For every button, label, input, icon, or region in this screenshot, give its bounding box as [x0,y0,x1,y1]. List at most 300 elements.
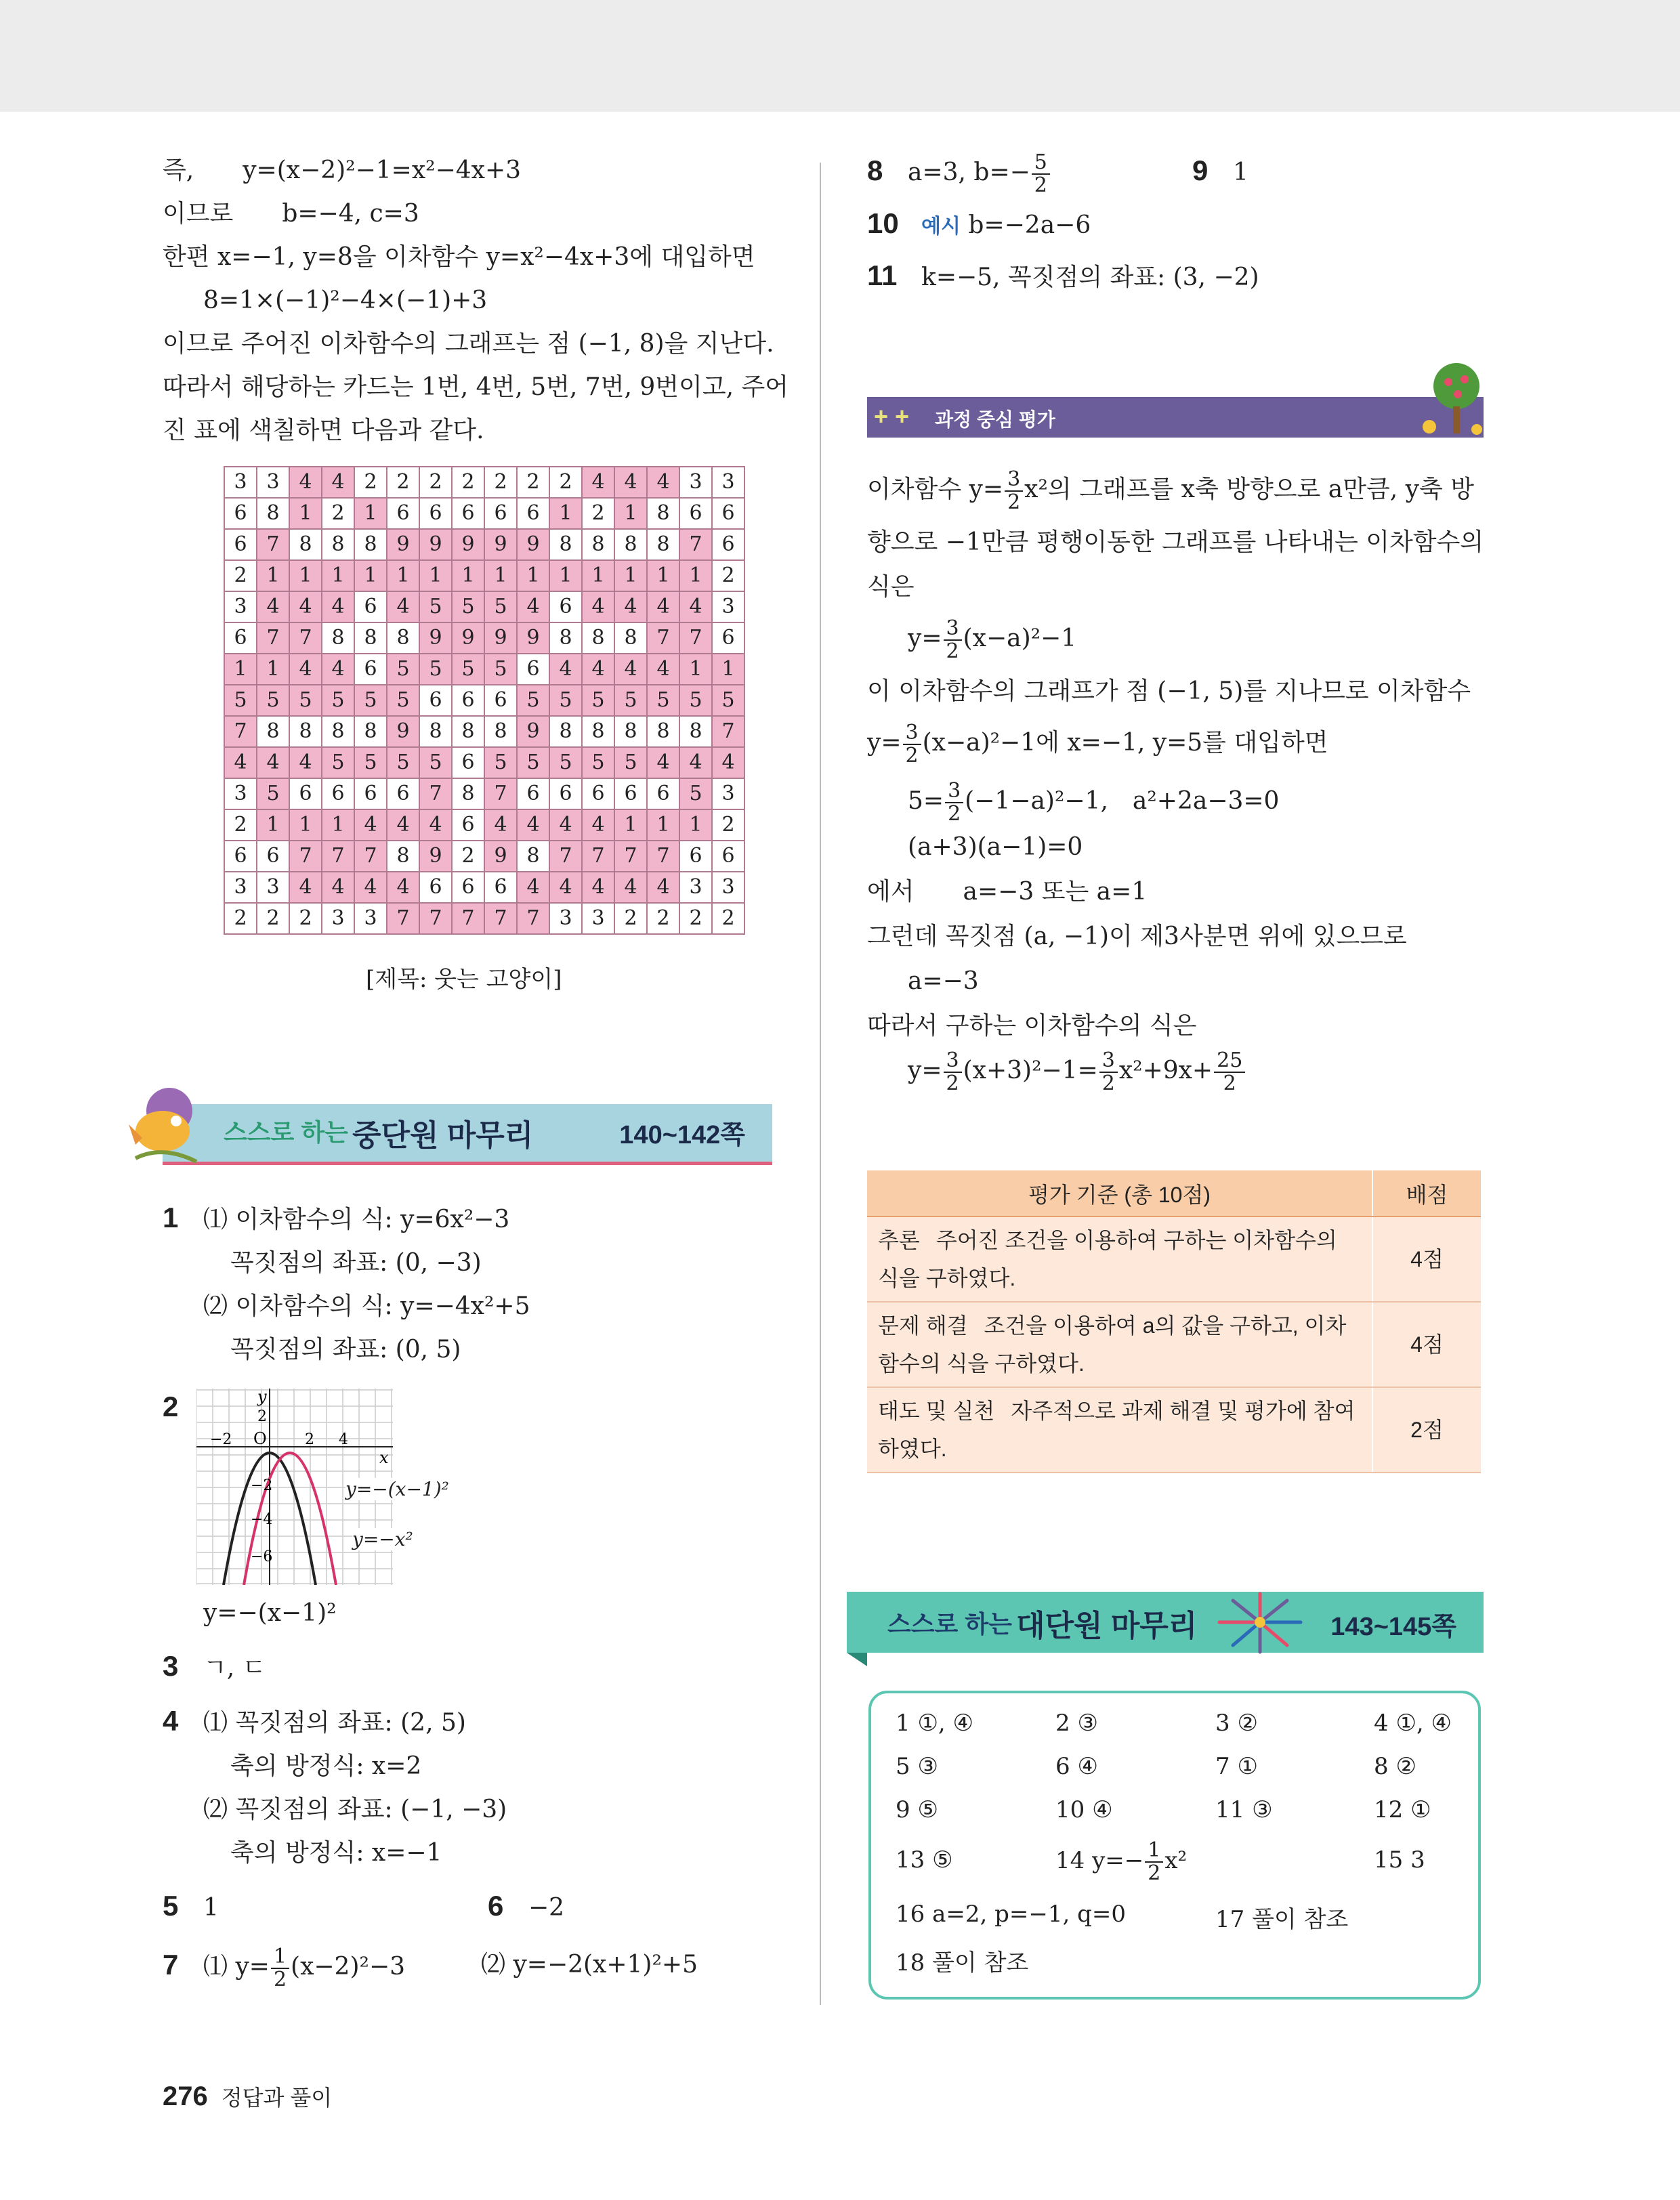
grid-cell: 5 [549,747,582,778]
grid-cell: 2 [484,467,517,498]
grid-cell: 3 [712,872,744,903]
banner-prefix: 스스로 하는 [887,1610,1012,1638]
grid-cell: 7 [419,903,452,934]
grid-cell: 4 [517,809,549,841]
eval-line: 따라서 구하는 이차함수의 식은 [867,1012,1197,1040]
y-axis-label: y [257,1389,267,1406]
answer-item: 4 ①, ④ [1374,1710,1452,1737]
eval-line: 에서 a=−3 또는 a=1 [867,878,1148,906]
grid-cell: 4 [322,591,354,622]
grid-cell: 5 [387,685,419,716]
grid-cell: 8 [582,529,614,560]
grid-cell: 3 [224,872,257,903]
grid-cell: 6 [712,841,744,872]
grid-cell: 5 [452,654,484,685]
grid-cell: 6 [224,529,257,560]
grid-cell: 4 [289,467,322,498]
grid-cell: 8 [517,841,549,872]
grid-cell: 9 [517,622,549,654]
text-line: 이므로 b=−4, c=3 [163,200,419,228]
grid-cell: 4 [387,591,419,622]
grid-cell: 6 [452,747,484,778]
grid-cell: 2 [224,809,257,841]
grid-cell: 2 [679,903,712,934]
grid-cell: 7 [582,841,614,872]
answer-1-a: 1 ⑴ 이차함수의 식: y=6x²−3 [163,1202,510,1233]
grid-cell: 3 [224,778,257,809]
grid-cell: 5 [712,685,744,716]
right-column [867,149,1484,299]
grid-cell: 8 [354,716,387,747]
grid-cell: 6 [419,872,452,903]
grid-cell: 8 [257,498,289,529]
grid-cell: 8 [257,716,289,747]
origin-label: O [253,1429,267,1448]
grid-cell: 6 [452,685,484,716]
grid-cell: 7 [289,841,322,872]
grid-cell: 1 [582,560,614,591]
grid-cell: 6 [712,498,744,529]
grid-cell: 8 [549,529,582,560]
grid-cell: 4 [517,591,549,622]
grid-row [224,654,744,685]
grid-cell: 6 [484,498,517,529]
grid-cell: 7 [289,622,322,654]
answer-1-d: 꼭짓점의 좌표: (0, 5) [230,1336,461,1363]
grid-cell: 4 [354,809,387,841]
grid-cell: 3 [679,872,712,903]
grid-cell: 3 [582,903,614,934]
grid-cell: 8 [354,529,387,560]
grid-cell: 6 [517,778,549,809]
grid-cell: 4 [679,747,712,778]
grid-cell: 9 [419,529,452,560]
tick-label: −2 [210,1431,232,1448]
grid-cell: 2 [712,903,744,934]
grid-cell: 5 [387,654,419,685]
footer-label: 정답과 풀이 [221,2086,333,2110]
grid-cell: 6 [354,591,387,622]
firework-icon [1199,1588,1321,1656]
grid-cell: 6 [582,778,614,809]
grid-cell: 6 [549,591,582,622]
eval-line: y= $\frac{3}{2}$ (x+3)²−1= $\frac{3}{2}$ x²+9x+ $\frac{25}{2}$ [867,1049,1484,1095]
tick-label: −4 [251,1511,273,1528]
grid-cell: 5 [647,685,679,716]
grid-cell: 5 [419,654,452,685]
grid-cell: 2 [452,467,484,498]
grid-cell: 8 [387,622,419,654]
grid-cell: 7 [647,622,679,654]
grid-cell: 4 [582,654,614,685]
midunit-answers-2 [163,1592,772,1991]
grid-cell: 4 [322,872,354,903]
grid-cell: 4 [614,591,647,622]
text-line: 즉, y=(x−2)²−1=x²−4x+3 [163,156,522,184]
grid-cell: 6 [354,778,387,809]
grid-cell: 1 [452,560,484,591]
grid-cell: 5 [517,747,549,778]
grid-cell: 1 [549,498,582,529]
grid-cell: 5 [614,685,647,716]
grid-cell: 8 [647,716,679,747]
grid-cell: 8 [322,622,354,654]
grid-cell: 6 [419,498,452,529]
answers-box [868,1691,1481,2000]
rubric-header-criteria: 평가 기준 (총 10점) [867,1170,1372,1217]
grid-cell: 7 [647,841,679,872]
grid-cell: 6 [484,872,517,903]
grid-cell: 2 [712,809,744,841]
grid-cell: 4 [289,654,322,685]
answer-7: 7 ⑴ y= $\frac{1}{2}$ (x−2)²−3 ⑵ y=−2(x+1)²+5 [163,1945,698,1991]
answer-item: 12 ① [1374,1796,1431,1823]
grid-cell: 1 [614,498,647,529]
grid-cell: 9 [419,622,452,654]
grid-cell: 5 [484,747,517,778]
answer-item: 3 ② [1215,1710,1258,1737]
grid-cell: 5 [257,685,289,716]
grid-cell: 8 [647,498,679,529]
grid-cell: 6 [679,498,712,529]
grid-cell: 6 [224,498,257,529]
grid-cell: 7 [712,716,744,747]
page-number: 276 [163,2081,208,2111]
grid-cell: 4 [614,654,647,685]
grid-cell: 9 [484,622,517,654]
grid-cell: 1 [679,560,712,591]
banner-title: 대단원 마무리 [1016,1609,1198,1643]
grid-cell: 4 [387,872,419,903]
answer-item: 1 ①, ④ [896,1710,974,1737]
column-divider [820,163,821,2005]
grid-row [224,467,744,498]
grid-cell: 1 [679,654,712,685]
grid-cell: 5 [679,778,712,809]
grid-cell: 1 [322,809,354,841]
answer-4-d: 축의 방정식: x=−1 [230,1839,442,1867]
grid-cell: 8 [419,716,452,747]
text-line: 8=1×(−1)²−4×(−1)+3 [203,287,488,314]
grid-cell: 6 [289,778,322,809]
grid-cell: 2 [322,498,354,529]
grid-cell: 6 [679,841,712,872]
grid-cell: 8 [322,716,354,747]
grid-cell: 1 [549,560,582,591]
grid-row [224,903,744,934]
answer-item: 9 ⑤ [896,1796,938,1823]
grid-cell: 2 [224,560,257,591]
grid-cell: 4 [582,872,614,903]
grid-cell: 5 [354,685,387,716]
answer-10: 10 예시 b=−2a−6 [867,207,1091,239]
grid-cell: 4 [679,591,712,622]
grid-cell: 3 [224,467,257,498]
answer-item: 6 ④ [1055,1753,1098,1780]
grid-cell: 2 [354,467,387,498]
grid-cell: 4 [647,654,679,685]
eval-line: 5= $\frac{3}{2}$ (−1−a)²−1, a²+2a−3=0 [908,779,1280,826]
grid-cell: 8 [679,716,712,747]
grid-cell: 8 [549,716,582,747]
grid-cell: 5 [452,591,484,622]
eval-line: 그런데 꼭짓점 (a, −1)이 제3사분면 위에 있으므로 [867,923,1407,950]
answer-1-b: 꼭짓점의 좌표: (0, −3) [230,1249,482,1277]
grid-cell: 2 [289,903,322,934]
grid-row [224,778,744,809]
left-column [163,149,789,452]
grid-cell: 7 [517,903,549,934]
tick-label: 2 [257,1408,267,1425]
grid-cell: 8 [614,622,647,654]
grid-cell: 8 [452,778,484,809]
grid-cell: 2 [224,903,257,934]
grid-cell: 4 [517,872,549,903]
grid-row [224,809,744,841]
grid-row [224,529,744,560]
curve-label-shifted: y=−(x−1)² [345,1478,449,1500]
grid-cell: 5 [614,747,647,778]
section-banner-bigunit [847,1592,1484,1653]
grid-cell: 4 [484,809,517,841]
grid-cell: 1 [289,809,322,841]
grid-cell: 2 [517,467,549,498]
grid-cell: 7 [322,841,354,872]
grid-cell: 4 [647,747,679,778]
grid-cell: 1 [517,560,549,591]
grid-cell: 8 [452,716,484,747]
grid-cell: 6 [712,529,744,560]
grid-cell: 6 [484,685,517,716]
grid-cell: 8 [322,529,354,560]
grid-cell: 5 [257,778,289,809]
answer-1-c: ⑵ 이차함수의 식: y=−4x²+5 [203,1292,530,1320]
eval-line: 이 이차함수의 그래프가 점 (−1, 5)를 지나므로 이차함수 [867,677,1471,705]
process-eval-text [867,467,1484,1095]
answer-4-c: ⑵ 꼭짓점의 좌표: (−1, −3) [203,1796,507,1823]
table-row [867,1217,1481,1302]
grid-cell: 6 [647,778,679,809]
grid-cell: 4 [582,809,614,841]
grid-cell: 9 [387,716,419,747]
grid-cell: 6 [419,685,452,716]
answer-item: 8 ② [1374,1753,1416,1780]
tick-label: −2 [251,1477,273,1494]
grid-cell: 1 [354,498,387,529]
grid-cell: 4 [257,747,289,778]
grid-cell: 8 [614,716,647,747]
section-banner-process-eval [867,397,1484,438]
answer-item: 2 ③ [1055,1710,1098,1737]
grid-cell: 6 [387,498,419,529]
grid-cell: 8 [354,622,387,654]
answer-item: 7 ① [1215,1753,1258,1780]
grid-cell: 2 [614,903,647,934]
grid-caption: [제목: 웃는 고양이] [366,966,562,993]
grid-cell: 8 [289,716,322,747]
answer-item: 5 ③ [896,1753,938,1780]
grid-cell: 4 [224,747,257,778]
rubric-text: 조건을 이용하여 a의 값을 구하고, 이차함수의 식을 구하였다. [878,1313,1347,1376]
grid-cell: 4 [647,467,679,498]
grid-cell: 6 [517,654,549,685]
grid-cell: 2 [452,841,484,872]
grid-row [224,498,744,529]
grid-cell: 4 [322,654,354,685]
answer-item: 17 풀이 참조 [1215,1906,1349,1933]
grid-cell: 3 [712,591,744,622]
grid-cell: 6 [452,872,484,903]
grid-cell: 4 [582,467,614,498]
grid-cell: 1 [679,809,712,841]
grid-cell: 2 [419,467,452,498]
grid-cell: 8 [289,529,322,560]
grid-row [224,560,744,591]
grid-row [224,716,744,747]
grid-cell: 9 [517,716,549,747]
grid-cell: 6 [712,622,744,654]
rubric-header-score: 배점 [1372,1170,1481,1217]
grid-cell: 1 [224,654,257,685]
grid-cell: 5 [484,654,517,685]
grid-cell: 9 [387,529,419,560]
bird-icon [122,1084,210,1172]
answer-8-9: 8 a=3, b=− $\frac{5}{2}$ 9 1 [867,150,1248,197]
grid-cell: 4 [549,654,582,685]
answer-4-a: 4 ⑴ 꼭짓점의 좌표: (2, 5) [163,1705,466,1737]
grid-cell: 6 [549,778,582,809]
grid-cell: 9 [484,529,517,560]
grid-cell: 5 [322,685,354,716]
grid-cell: 6 [387,778,419,809]
answer-3: 3 ㄱ, ㄷ [163,1650,266,1682]
grid-row [224,872,744,903]
table-row [867,1302,1481,1387]
rubric-text: 자주적으로 과제 해결 및 평가에 참여하였다. [878,1399,1356,1461]
grid-cell: 1 [647,560,679,591]
grid-cell: 1 [712,654,744,685]
tick-label: −6 [251,1548,273,1565]
grid-cell: 3 [354,903,387,934]
grid-cell: 8 [582,622,614,654]
banner-pages: 140~142쪽 [619,1121,745,1149]
grid-cell: 2 [647,903,679,934]
grid-cell: 4 [582,591,614,622]
text-line: 따라서 해당하는 카드는 1번, 4번, 5번, 7번, 9번이고, 주어 [163,373,789,401]
page-footer [163,2081,332,2112]
grid-cell: 4 [289,591,322,622]
grid-row [224,622,744,654]
answer-5-6: 5 1 6 −2 [163,1890,565,1922]
grid-cell: 7 [224,716,257,747]
grid-cell: 5 [582,747,614,778]
tick-label: 2 [305,1431,314,1448]
eval-line: y= $\frac{3}{2}$ (x−a)²−1 [908,616,1077,663]
grid-cell: 9 [484,841,517,872]
grid-cell: 8 [387,841,419,872]
grid-cell: 8 [614,529,647,560]
grid-cell: 2 [549,467,582,498]
grid-cell: 5 [387,747,419,778]
grid-cell: 1 [614,560,647,591]
tree-icon [1416,359,1490,440]
grid-cell: 4 [322,467,354,498]
grid-cell: 1 [387,560,419,591]
rubric-score: 2점 [1372,1387,1481,1473]
answer-item: 18 풀이 참조 [896,1949,1029,1976]
grid-cell: 3 [679,467,712,498]
grid-cell: 4 [647,872,679,903]
grid-cell: 7 [257,622,289,654]
grid-cell: 3 [257,467,289,498]
curve-label-base: y=−x² [352,1528,413,1550]
grid-cell: 1 [257,560,289,591]
section-banner-midunit [163,1104,772,1165]
rubric-score: 4점 [1372,1302,1481,1387]
grid-cell: 3 [549,903,582,934]
grid-cell: 1 [647,809,679,841]
grid-cell: 7 [387,903,419,934]
grid-row [224,841,744,872]
grid-cell: 2 [712,560,744,591]
answer-item: 15 3 [1374,1846,1425,1874]
grid-cell: 4 [549,872,582,903]
grid-cell: 1 [322,560,354,591]
top-bar [0,0,1680,112]
rubric-keyword: 태도 및 실천 [878,1399,995,1423]
grid-row [224,685,744,716]
grid-cell: 4 [712,747,744,778]
grid-cell: 3 [712,467,744,498]
grid-cell: 5 [419,591,452,622]
grid-cell: 7 [354,841,387,872]
grid-cell: 4 [549,809,582,841]
grid-cell: 7 [419,778,452,809]
banner-prefix: 스스로 하는 [224,1118,348,1146]
grid-cell: 1 [614,809,647,841]
text-line: 진 표에 색칠하면 다음과 같다. [163,417,484,444]
rubric-keyword: 문제 해결 [878,1313,968,1338]
grid-cell: 1 [289,560,322,591]
grid-cell: 9 [452,529,484,560]
rubric-score: 4점 [1372,1217,1481,1302]
grid-cell: 5 [484,591,517,622]
answer-2: 2 [163,1391,179,1422]
number-grid [224,466,745,935]
grid-cell: 7 [614,841,647,872]
grid-cell: 4 [614,872,647,903]
answer-item: 14 y=− $\frac{1}{2}$ x² [1055,1838,1188,1885]
table-row [867,1387,1481,1473]
banner-title: 과정 중심 평가 [935,409,1055,430]
grid-cell: 7 [484,778,517,809]
grid-cell: 3 [224,591,257,622]
grid-cell: 6 [354,654,387,685]
sparkle-icon: + + [874,402,910,430]
grid-cell: 6 [224,841,257,872]
grid-cell: 6 [452,498,484,529]
grid-row [224,591,744,622]
grid-cell: 7 [679,529,712,560]
grid-cell: 9 [419,841,452,872]
eval-line: 식은 [867,573,915,601]
grid-cell: 2 [387,467,419,498]
grid-cell: 6 [452,809,484,841]
grid-cell: 6 [224,622,257,654]
eval-line: y= $\frac{3}{2}$ (x−a)²−1에 x=−1, y=5를 대입하면 [867,721,1328,767]
grid-cell: 5 [419,747,452,778]
grid-cell: 3 [712,778,744,809]
